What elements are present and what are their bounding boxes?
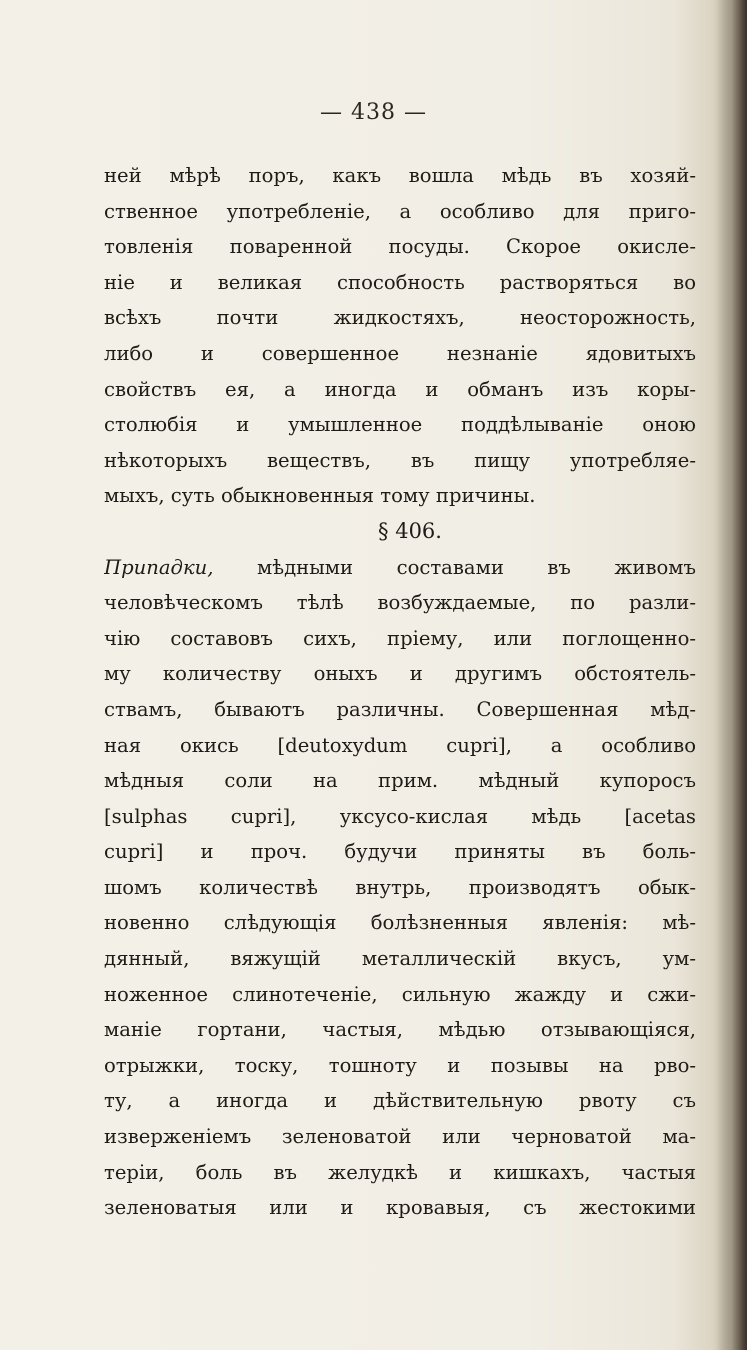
text-line: новенно слѣдующія болѣзненныя явленія: мѣ- — [104, 911, 696, 935]
text-line: му количеству оныхъ и другимъ обстоятель- — [104, 662, 696, 686]
section-heading: § 406. — [378, 518, 442, 543]
text-line: мѣдныя соли на прим. мѣдный купоросъ — [104, 769, 696, 793]
text-line: ніе и великая способность растворяться во — [104, 270, 696, 294]
text-line: [sulphas cupri], уксусо-кислая мѣдь [acetas — [104, 804, 696, 828]
text-line: ту, а иногда и дѣйствительную рвоту съ — [104, 1089, 696, 1113]
text-line: ноженное слинотеченіе, сильную жажду и сжи- — [104, 982, 696, 1006]
text-line: ственное употребленіе, а особливо для приго- — [104, 199, 696, 223]
text-line: чію составовъ сихъ, пріему, или поглощенно- — [104, 626, 696, 650]
text-line: нѣкоторыхъ веществъ, въ пищу употребляе- — [104, 448, 696, 472]
text-line: всѣхъ почти жидкостяхъ, неосторожность, — [104, 306, 696, 330]
text-line: изверженіемъ зеленоватой или черноватой ма- — [104, 1125, 696, 1149]
text-line: ствамъ, бываютъ различны. Совершенная мѣд- — [104, 697, 696, 721]
text-line: товленія поваренной посуды. Скорое окисле- — [104, 235, 696, 259]
page-binding-shadow — [713, 0, 747, 1350]
text-line: дянный, вяжущій металлическій вкусъ, ум- — [104, 947, 696, 971]
text-line: cupri] и проч. будучи приняты въ боль- — [104, 840, 696, 864]
page-number: — 438 — — [320, 100, 427, 125]
text-line: мыхъ, суть обыкновенныя тому причины. — [104, 484, 536, 508]
text-line: человѣческомъ тѣлѣ возбуждаемые, по разли- — [104, 591, 696, 615]
text-line: теріи, боль въ желудкѣ и кишкахъ, частыя — [104, 1160, 696, 1184]
text-line: либо и совершенное незнаніе ядовитыхъ — [104, 341, 696, 365]
text-line: столюбія и умышленное поддѣлываніе оною — [104, 413, 696, 437]
paragraph-first-line — [104, 550, 696, 586]
first-line-rest: мѣдными составами въ живомъ — [213, 555, 696, 579]
text-line: зеленоватыя или и кровавыя, съ жестокими — [104, 1196, 696, 1220]
text-line: свойствъ ея, а иногда и обманъ изъ коры- — [104, 377, 696, 401]
text-line: маніе гортани, частыя, мѣдью отзывающіяся, — [104, 1018, 696, 1042]
body-text — [104, 158, 696, 1226]
italic-lead-word: Припадки, — [104, 555, 214, 579]
text-line: отрыжки, тоску, тошноту и позывы на рво- — [104, 1053, 696, 1077]
text-line: шомъ количествѣ внутрь, производятъ обык- — [104, 875, 696, 899]
text-line: ная окись [deutoxydum cupri], а особливо — [104, 733, 696, 757]
text-line: ней мѣрѣ поръ, какъ вошла мѣдь въ хозяй- — [104, 164, 696, 187]
